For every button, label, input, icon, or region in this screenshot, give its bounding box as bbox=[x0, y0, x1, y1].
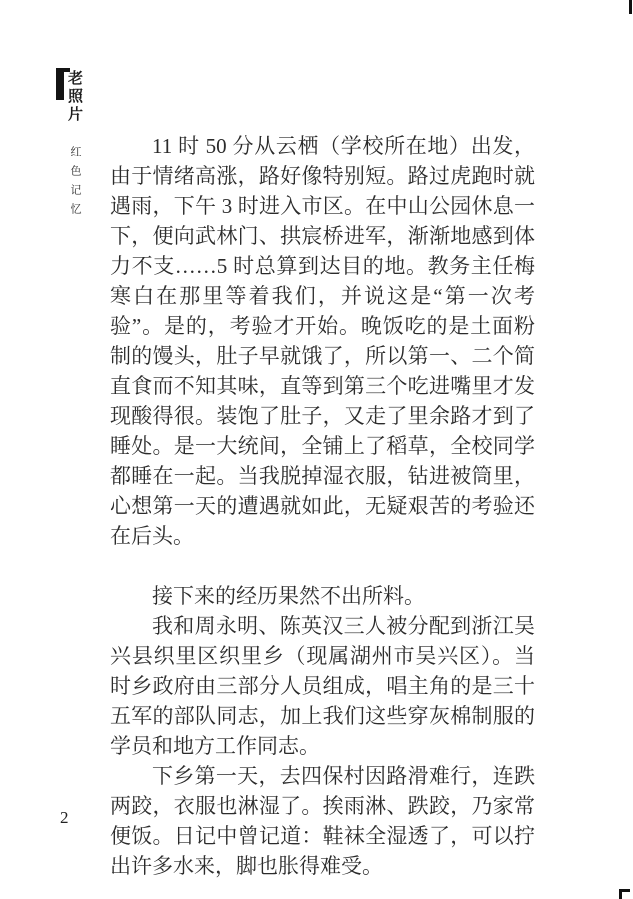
paragraph-4: 下乡第一天，去四保村因路滑难行，连跌两跤，衣服也淋湿了。挨雨淋、跌跤，乃家常便饭。日记中曾记道：鞋袜全湿透了，可以拧出许多水来，脚也胀得难受。 bbox=[110, 764, 535, 878]
paragraph-1: 11 时 50 分从云栖（学校所在地）出发，由于情绪高涨，路好像特别短。路过虎跑时就遇雨，下午 3 时进入市区。在中山公园休息一下，便向武林门、拱宸桥进军，渐渐地感到体力不支……5 时总算到达目的地。教务主任梅寒白在那里等着我们，并说这是“第一次考验”。是的，考验才开始。晚饭吃的是土面粉制的馒头，肚子早就饿了，所以第一、二个简直食而不知其味，直等到第三个吃进嘴里才发现酸得很。装饱了肚子，又走了里余路才到了睡处。是一大统间，全铺上了稻草，全校同学都睡在一起。当我脱掉湿衣服，钻进被筒里，心想第一天的遭遇就如此，无疑艰苦的考验还在后头。 bbox=[110, 134, 535, 548]
bracket-vertical-bar bbox=[56, 68, 64, 100]
artifact-vertical-bar bbox=[619, 889, 622, 899]
page-number: 2 bbox=[60, 808, 69, 827]
body-text bbox=[110, 131, 535, 881]
scan-artifact-top-right bbox=[629, 0, 632, 14]
series-subtitle: 红色记忆 bbox=[69, 146, 81, 222]
series-title: 老照片 bbox=[66, 70, 82, 124]
scan-artifact-bottom-right bbox=[619, 889, 630, 899]
paragraph-2: 接下来的经历果然不出所料。 bbox=[152, 584, 425, 608]
paragraph-3: 我和周永明、陈英汉三人被分配到浙江吴兴县织里区织里乡（现属湖州市吴兴区）。当时乡政府由三部分人员组成，唱主角的是三十五军的部队同志，加上我们这些穿灰棉制服的学员和地方工作同志。 bbox=[110, 614, 535, 758]
